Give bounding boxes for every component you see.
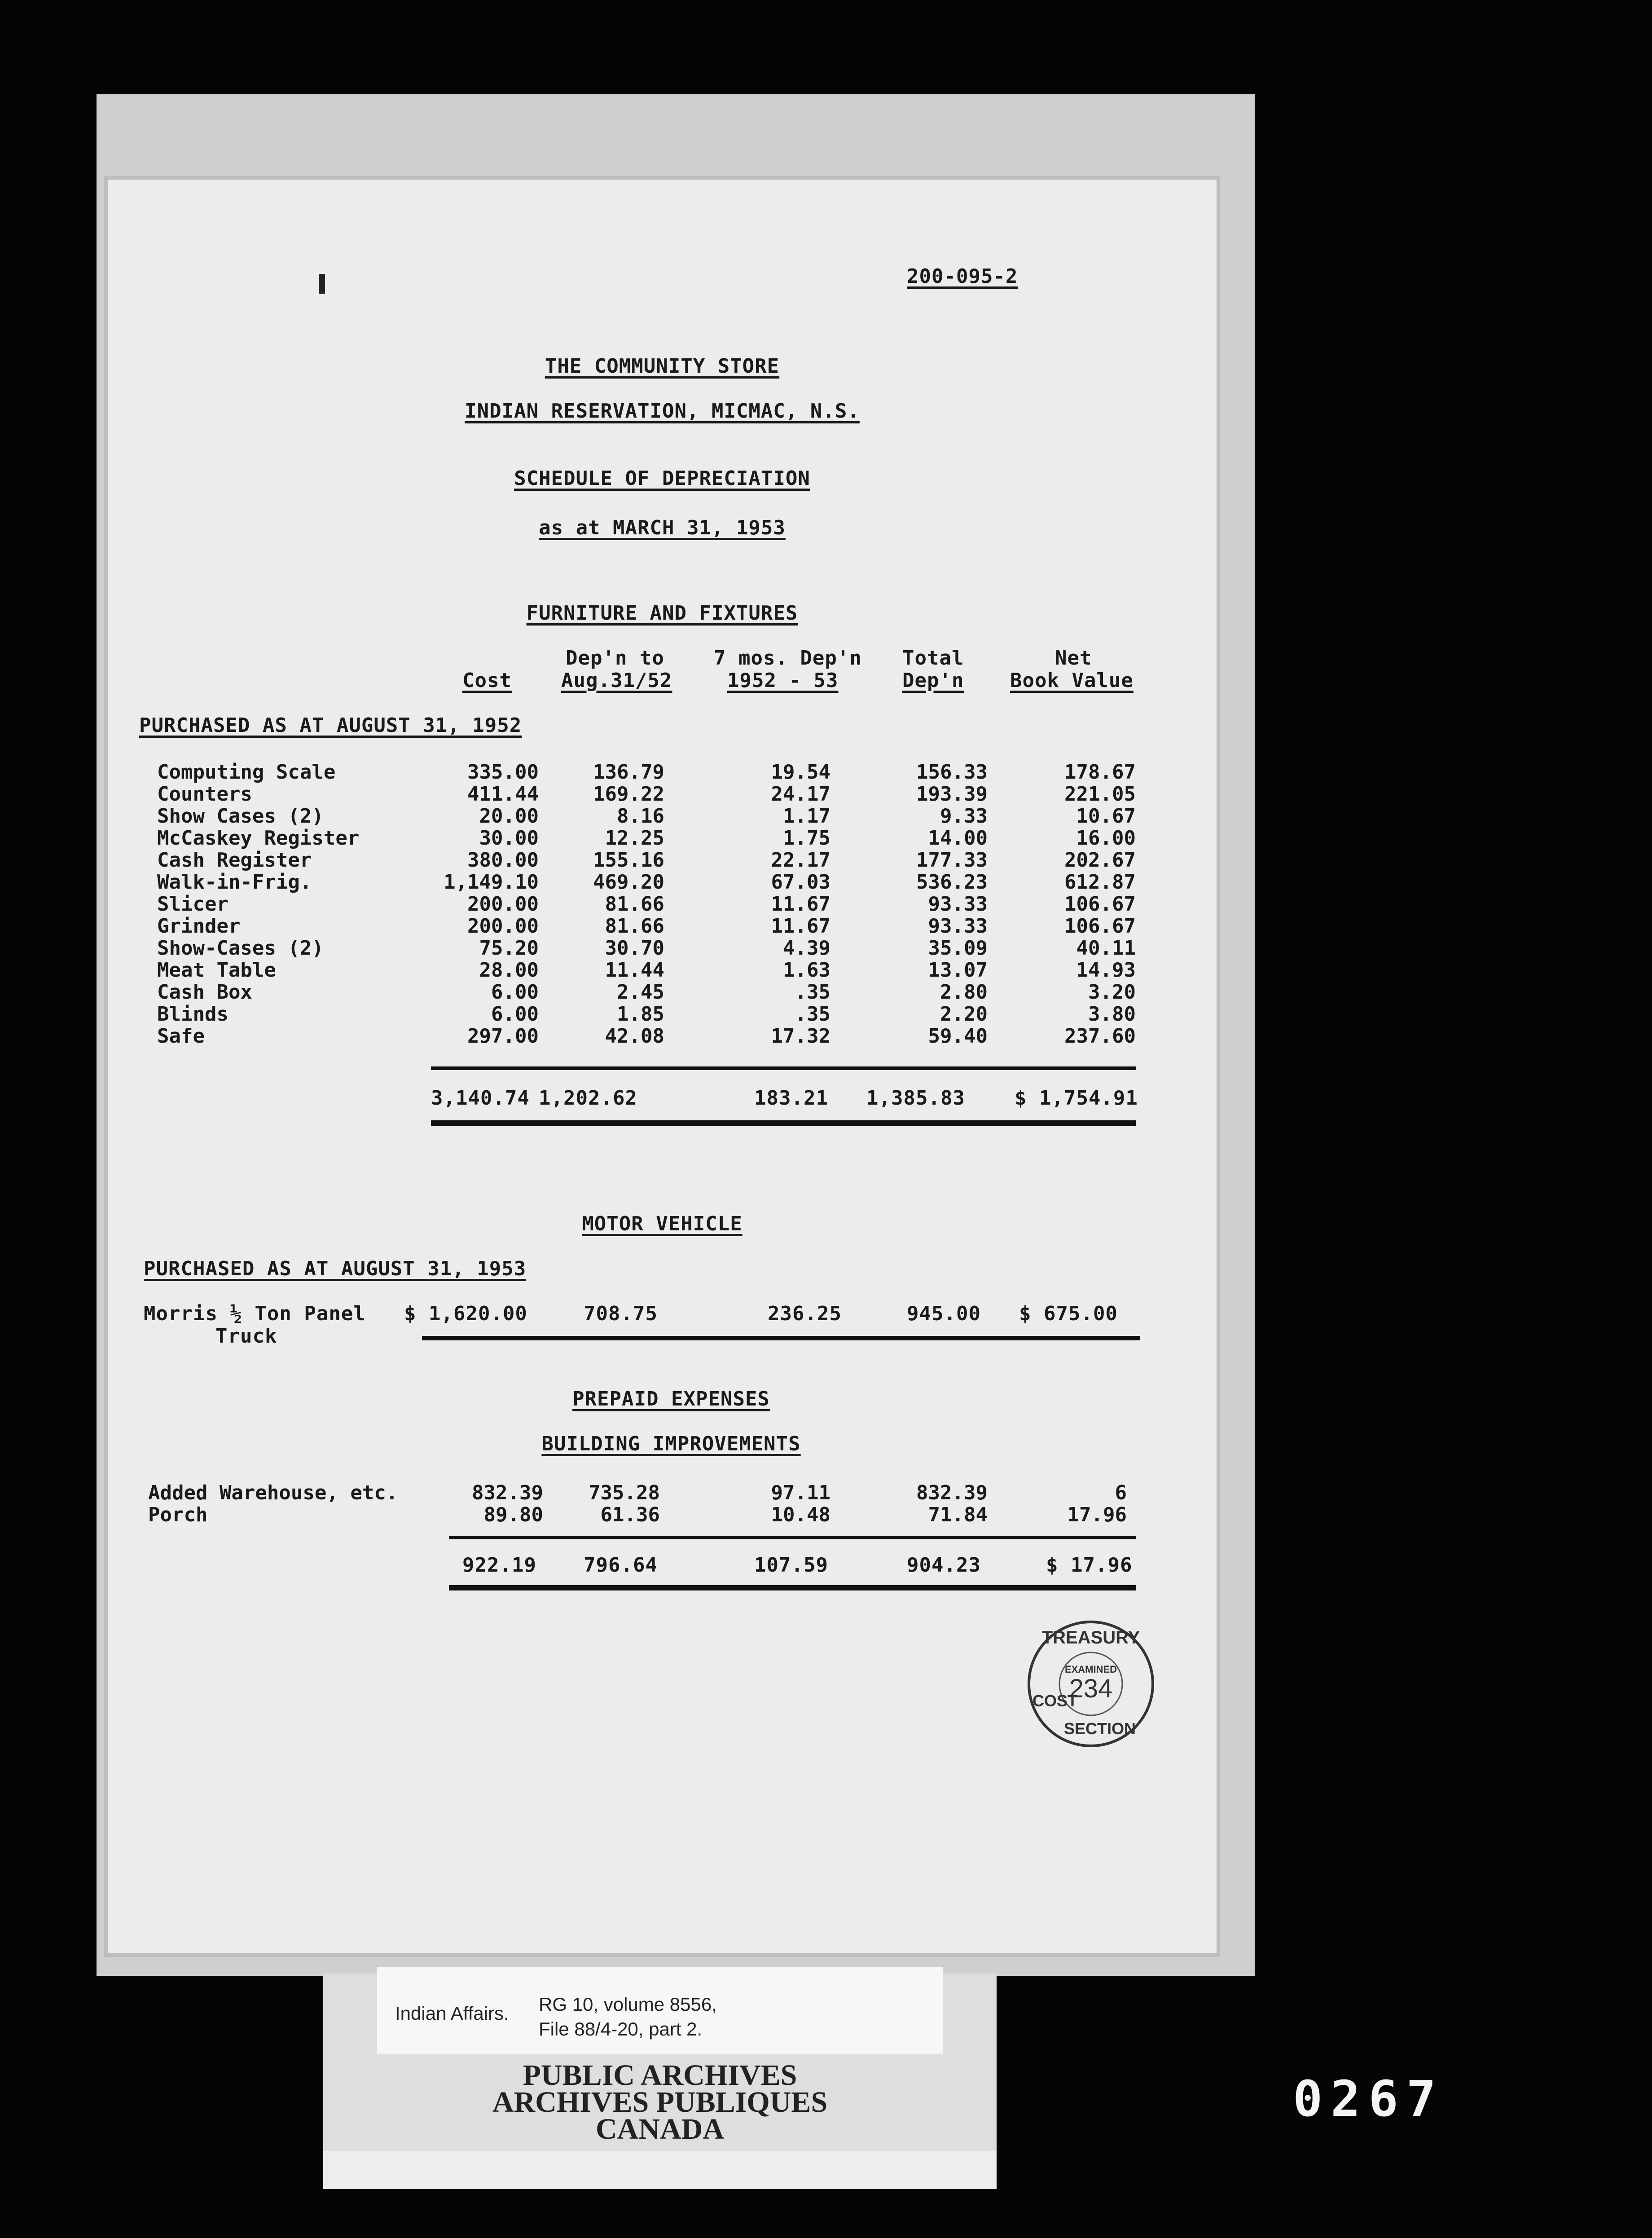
- title-store: THE COMMUNITY STORE: [545, 355, 780, 378]
- furniture-cost-cell: 200.00: [467, 915, 539, 938]
- furniture-seven-mos-cell: 1.17: [783, 805, 830, 828]
- furniture-item-name: Counters: [157, 783, 252, 806]
- prepaid-double-rule: [449, 1585, 1136, 1590]
- prepaid-total-total-dep: 904.23: [907, 1554, 981, 1577]
- furniture-seven-mos-cell: 22.17: [771, 849, 830, 872]
- col-head-total-1: Total: [902, 647, 964, 670]
- furniture-dep-to-column: [548, 761, 664, 1047]
- furniture-seven-mos-cell: 24.17: [771, 783, 830, 806]
- file-number: 200-095-2: [907, 265, 1018, 288]
- furniture-net-book-cell: 178.67: [1064, 761, 1136, 784]
- furniture-cost-cell: 75.20: [479, 937, 539, 960]
- prepaid-seven-mos-cell: 97.11: [771, 1481, 830, 1504]
- col-head-net-1: Net: [1055, 647, 1092, 670]
- motor-seven-mos: 236.25: [768, 1302, 842, 1325]
- archive-name-en: PUBLIC ARCHIVES: [523, 2059, 797, 2092]
- furniture-net-book-cell: 16.00: [1076, 827, 1136, 850]
- double-rule: [431, 1120, 1136, 1126]
- furniture-item-name: Show-Cases (2): [157, 937, 324, 960]
- furniture-total-dep-cell: 13.07: [928, 959, 988, 982]
- furniture-dep-to-cell: 155.16: [593, 849, 664, 872]
- furniture-cost-cell: 380.00: [467, 849, 539, 872]
- col-head-dep-to-2: Aug.31/52: [561, 669, 672, 692]
- frame-number: 0267: [1293, 2070, 1444, 2128]
- prepaid-net-book-cell: 17.96: [1067, 1503, 1127, 1526]
- motor-total-dep: 945.00: [907, 1302, 981, 1325]
- furniture-total-dep-cell: 2.20: [940, 1003, 988, 1026]
- total-dep-to: 1,202.62: [539, 1087, 637, 1110]
- prepaid-dep-to-cell: 61.36: [600, 1503, 660, 1526]
- furniture-item-name: Meat Table: [157, 959, 276, 982]
- stamp-line2: EXAMINED: [1064, 1664, 1117, 1675]
- prepaid-seven-mos-column: [718, 1482, 830, 1526]
- title-reservation: INDIAN RESERVATION, MICMAC, N.S.: [465, 400, 860, 423]
- prepaid-total-net-book: $ 17.96: [1046, 1554, 1133, 1577]
- furniture-dep-to-cell: 30.70: [605, 937, 664, 960]
- prepaid-dep-to-cell: 735.28: [589, 1481, 660, 1504]
- furniture-item-name: Safe: [157, 1025, 205, 1048]
- furniture-total-dep-cell: 2.80: [940, 981, 988, 1004]
- furniture-total-dep-cell: 536.23: [916, 871, 988, 894]
- furniture-net-book-cell: 106.67: [1064, 915, 1136, 938]
- furniture-seven-mos-cell: 4.39: [783, 937, 830, 960]
- motor-rule: [422, 1336, 1140, 1340]
- furniture-dep-to-cell: 42.08: [605, 1025, 664, 1048]
- furniture-item-name: Walk-in-Frig.: [157, 871, 312, 894]
- archive-ref-line1: RG 10, volume 8556,: [539, 1994, 717, 2015]
- furniture-cost-cell: 1,149.10: [444, 871, 539, 894]
- furniture-dep-to-cell: 8.16: [617, 805, 664, 828]
- furniture-cost-cell: 297.00: [467, 1025, 539, 1048]
- furniture-net-book-column: [988, 761, 1136, 1047]
- furniture-item-name: Show Cases (2): [157, 805, 324, 828]
- furniture-item-name: Blinds: [157, 1003, 228, 1026]
- document-page: [108, 180, 1217, 1953]
- furniture-total-dep-cell: 193.39: [916, 783, 988, 806]
- col-head-seven-2: 1952 - 53: [727, 669, 839, 692]
- furniture-total-dep-cell: 14.00: [928, 827, 988, 850]
- total-total-dep: 1,385.83: [866, 1087, 965, 1110]
- furniture-net-book-cell: 3.20: [1088, 981, 1136, 1004]
- total-seven-mos: 183.21: [754, 1087, 828, 1110]
- prepaid-cost-cell: 832.39: [472, 1481, 543, 1504]
- furniture-item-name: Cash Box: [157, 981, 252, 1004]
- furniture-dep-to-cell: 169.22: [593, 783, 664, 806]
- furniture-net-book-cell: 612.87: [1064, 871, 1136, 894]
- furniture-cost-cell: 28.00: [479, 959, 539, 982]
- furniture-item-name: Slicer: [157, 893, 228, 916]
- prepaid-item-name: Added Warehouse, etc.: [148, 1481, 398, 1504]
- furniture-total-dep-cell: 9.33: [940, 805, 988, 828]
- purchased-heading-1952: PURCHASED AS AT AUGUST 31, 1952: [139, 714, 522, 737]
- furniture-dep-to-cell: 136.79: [593, 761, 664, 784]
- furniture-seven-mos-cell: 67.03: [771, 871, 830, 894]
- furniture-cost-cell: 6.00: [491, 1003, 539, 1026]
- prepaid-total-dep-cell: 71.84: [928, 1503, 988, 1526]
- prepaid-total-seven-mos: 107.59: [754, 1554, 828, 1577]
- section-subheading-building: BUILDING IMPROVEMENTS: [541, 1432, 801, 1455]
- furniture-net-book-cell: 202.67: [1064, 849, 1136, 872]
- furniture-total-dep-cell: 59.40: [928, 1025, 988, 1048]
- title-date: as at MARCH 31, 1953: [539, 516, 786, 539]
- col-head-net-2: Book Value: [1010, 669, 1134, 692]
- col-head-dep-to-1: Dep'n to: [566, 647, 664, 670]
- furniture-net-book-cell: 237.60: [1064, 1025, 1136, 1048]
- furniture-cost-cell: 200.00: [467, 893, 539, 916]
- furniture-net-book-cell: 221.05: [1064, 783, 1136, 806]
- prepaid-seven-mos-cell: 10.48: [771, 1503, 830, 1526]
- total-cost: 3,140.74: [431, 1087, 530, 1110]
- furniture-cost-cell: 6.00: [491, 981, 539, 1004]
- furniture-net-book-cell: 106.67: [1064, 893, 1136, 916]
- prepaid-cost-column: [440, 1482, 543, 1526]
- furniture-cost-cell: 30.00: [479, 827, 539, 850]
- furniture-cost-cell: 20.00: [479, 805, 539, 828]
- motor-item: Morris ½ Ton Panel: [144, 1302, 366, 1325]
- prepaid-net-book-column: [988, 1482, 1127, 1526]
- furniture-seven-mos-cell: 19.54: [771, 761, 830, 784]
- archive-ref-line2: File 88/4-20, part 2.: [539, 2018, 703, 2040]
- furniture-net-book-cell: 40.11: [1076, 937, 1136, 960]
- furniture-seven-mos-cell: 1.63: [783, 959, 830, 982]
- section-heading-prepaid: PREPAID EXPENSES: [572, 1388, 770, 1410]
- furniture-total-dep-column: [880, 761, 988, 1047]
- furniture-dep-to-cell: 1.85: [617, 1003, 664, 1026]
- furniture-net-book-cell: 3.80: [1088, 1003, 1136, 1026]
- furniture-dep-to-cell: 81.66: [605, 893, 664, 916]
- prepaid-net-book-cell: 6: [1115, 1481, 1127, 1504]
- prepaid-item-name: Porch: [148, 1503, 208, 1526]
- furniture-dep-to-cell: 469.20: [593, 871, 664, 894]
- furniture-total-dep-cell: 93.33: [928, 915, 988, 938]
- prepaid-total-dep-to: 796.64: [584, 1554, 658, 1577]
- furniture-total-dep-cell: 156.33: [916, 761, 988, 784]
- furniture-cost-column: [417, 761, 539, 1047]
- treasury-stamp: [1024, 1617, 1158, 1753]
- archive-name-fr: ARCHIVES PUBLIQUES: [492, 2086, 828, 2119]
- furniture-seven-mos-column: [718, 761, 830, 1047]
- purchased-heading-1953: PURCHASED AS AT AUGUST 31, 1953: [144, 1257, 527, 1280]
- furniture-dep-to-cell: 12.25: [605, 827, 664, 850]
- col-head-cost: Cost: [462, 669, 512, 692]
- archive-dept: Indian Affairs.: [395, 2003, 509, 2024]
- col-head-total-2: Dep'n: [902, 669, 964, 692]
- prepaid-total-rule: [449, 1536, 1136, 1539]
- motor-item-line2: Truck: [215, 1325, 277, 1348]
- furniture-item-name: Computing Scale: [157, 761, 336, 784]
- furniture-item-name: McCaskey Register: [157, 827, 360, 850]
- furniture-item-name: Grinder: [157, 915, 241, 938]
- prepaid-total-dep-column: [880, 1482, 988, 1526]
- furniture-dep-to-cell: 81.66: [605, 915, 664, 938]
- furniture-seven-mos-cell: 11.67: [771, 915, 830, 938]
- furniture-total-dep-cell: 177.33: [916, 849, 988, 872]
- section-heading-furniture: FURNITURE AND FIXTURES: [526, 602, 798, 625]
- furniture-item-name: Cash Register: [157, 849, 312, 872]
- furniture-seven-mos-cell: .35: [795, 981, 830, 1004]
- furniture-dep-to-cell: 11.44: [605, 959, 664, 982]
- furniture-net-book-cell: 14.93: [1076, 959, 1136, 982]
- prepaid-cost-cell: 89.80: [483, 1503, 543, 1526]
- motor-cost: $ 1,620.00: [404, 1302, 527, 1325]
- furniture-total-dep-cell: 93.33: [928, 893, 988, 916]
- furniture-cost-cell: 335.00: [467, 761, 539, 784]
- archive-country: CANADA: [596, 2113, 724, 2145]
- furniture-total-dep-cell: 35.09: [928, 937, 988, 960]
- page-mark: [319, 274, 325, 294]
- title-schedule: SCHEDULE OF DEPRECIATION: [514, 467, 810, 490]
- furniture-seven-mos-cell: 1.75: [783, 827, 830, 850]
- furniture-net-book-cell: 10.67: [1076, 805, 1136, 828]
- prepaid-item-list: [148, 1482, 435, 1526]
- furniture-cost-cell: 411.44: [467, 783, 539, 806]
- stamp-number: 234: [1069, 1674, 1113, 1703]
- furniture-seven-mos-cell: 11.67: [771, 893, 830, 916]
- motor-dep-to: 708.75: [584, 1302, 658, 1325]
- total-rule: [431, 1066, 1136, 1070]
- motor-net-book: $ 675.00: [1019, 1302, 1118, 1325]
- furniture-seven-mos-cell: 17.32: [771, 1025, 830, 1048]
- stamp-line3: COST: [1032, 1692, 1078, 1710]
- section-heading-motor: MOTOR VEHICLE: [582, 1212, 743, 1235]
- total-net-book: $ 1,754.91: [1015, 1087, 1138, 1110]
- prepaid-total-dep-cell: 832.39: [916, 1481, 988, 1504]
- prepaid-total-cost: 922.19: [462, 1554, 536, 1577]
- col-head-seven-1: 7 mos. Dep'n: [714, 647, 862, 670]
- furniture-seven-mos-cell: .35: [795, 1003, 830, 1026]
- label-strip: [323, 2151, 997, 2189]
- prepaid-dep-to-column: [552, 1482, 660, 1526]
- stamp-line4: SECTION: [1063, 1719, 1136, 1738]
- stamp-line1: TREASURY: [1041, 1628, 1140, 1648]
- furniture-dep-to-cell: 2.45: [617, 981, 664, 1004]
- furniture-item-list: [157, 761, 409, 1047]
